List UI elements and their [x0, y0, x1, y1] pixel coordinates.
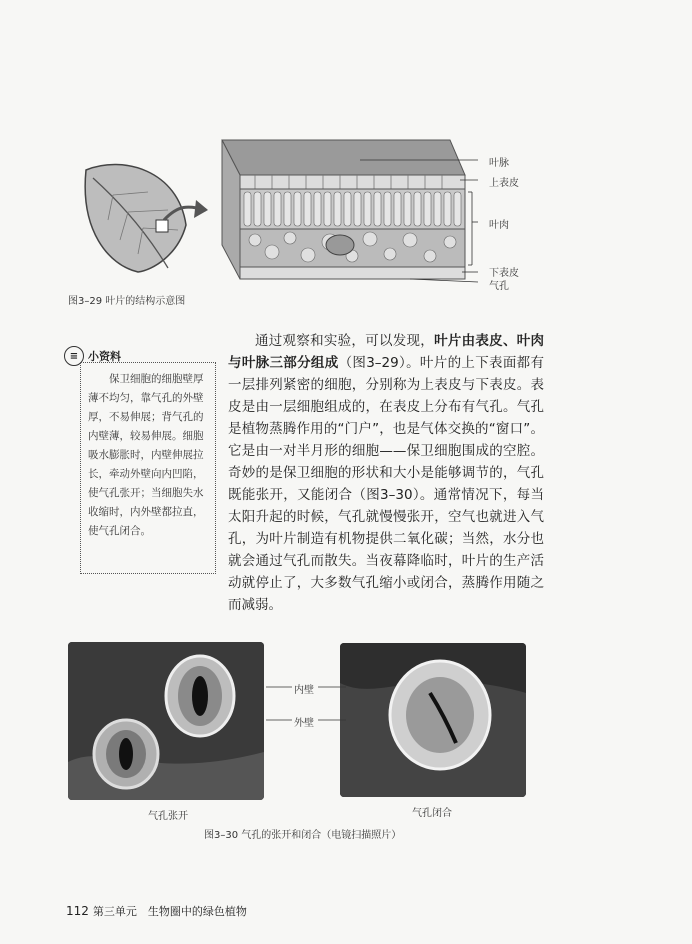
label-lower-epidermis: 下表皮	[489, 268, 519, 279]
subcaption-stoma-closed: 气孔闭合	[412, 808, 452, 819]
sidebar-text: 保卫细胞的细胞壁厚薄不均匀，靠气孔的外壁厚，不易伸展；背气孔的内壁薄，较易伸展。细胞吸水膨胀时，内壁伸展拉长，牵动外壁向内凹陷，使气孔张开；当细胞失水收缩时，内外壁都拉直，使气孔闭合。	[88, 373, 204, 537]
sidebar-title: 小资料	[88, 350, 121, 363]
stoma-closed-photo	[340, 643, 526, 797]
figure-3-30-caption: 图3–30 气孔的张开和闭合（电镜扫描照片）	[204, 830, 402, 841]
leaf-cross-section-diagram	[210, 130, 485, 300]
main-paragraph	[228, 330, 544, 616]
figure-3-29-caption: 图3–29 叶片的结构示意图	[68, 296, 186, 307]
label-inner-wall: 内壁	[294, 685, 314, 696]
page-footer	[66, 903, 247, 919]
main-text-bold: 叶片由表皮、叶肉与叶脉三部分组成	[228, 333, 545, 371]
subcaption-stoma-open: 气孔张开	[148, 811, 188, 822]
leaf-illustration	[68, 150, 208, 280]
label-outer-wall: 外壁	[294, 718, 314, 729]
page-number: 112	[66, 904, 89, 918]
book-icon: ≡	[64, 346, 84, 366]
label-ye-mai: 叶脉	[489, 158, 509, 169]
label-mesophyll: 叶肉	[489, 220, 509, 231]
main-text-intro: 通过观察和实验，可以发现，	[255, 333, 435, 349]
stoma-open-photo	[68, 642, 264, 800]
main-text-rest: （图3–29）。叶片的上下表面都有一层排列紧密的细胞，分别称为上表皮与下表皮。表皮是由一层细胞组成的，在表皮上分布有气孔。气孔是植物蒸腾作用的“门户”，也是气体交换的“窗口”。它是由一对半月形的细胞——保卫细胞围成的空腔。奇妙的是保卫细胞的形状和大小是能够调节的，气孔既能张开，又能闭合（图3–30）。通常情况下，每当太阳升起的时候，气孔就慢慢张开，空气也就进入气孔，为叶片制造有机物提供二氧化碳；当然，水分也就会通过气孔而散失。当夜幕降临时，叶片的生产活动就停止了，大多数气孔缩小或闭合，蒸腾作用随之而减弱。	[228, 355, 544, 613]
label-upper-epidermis: 上表皮	[489, 178, 519, 189]
label-stoma: 气孔	[489, 281, 509, 292]
unit-title: 第三单元 生物圈中的绿色植物	[92, 905, 247, 918]
